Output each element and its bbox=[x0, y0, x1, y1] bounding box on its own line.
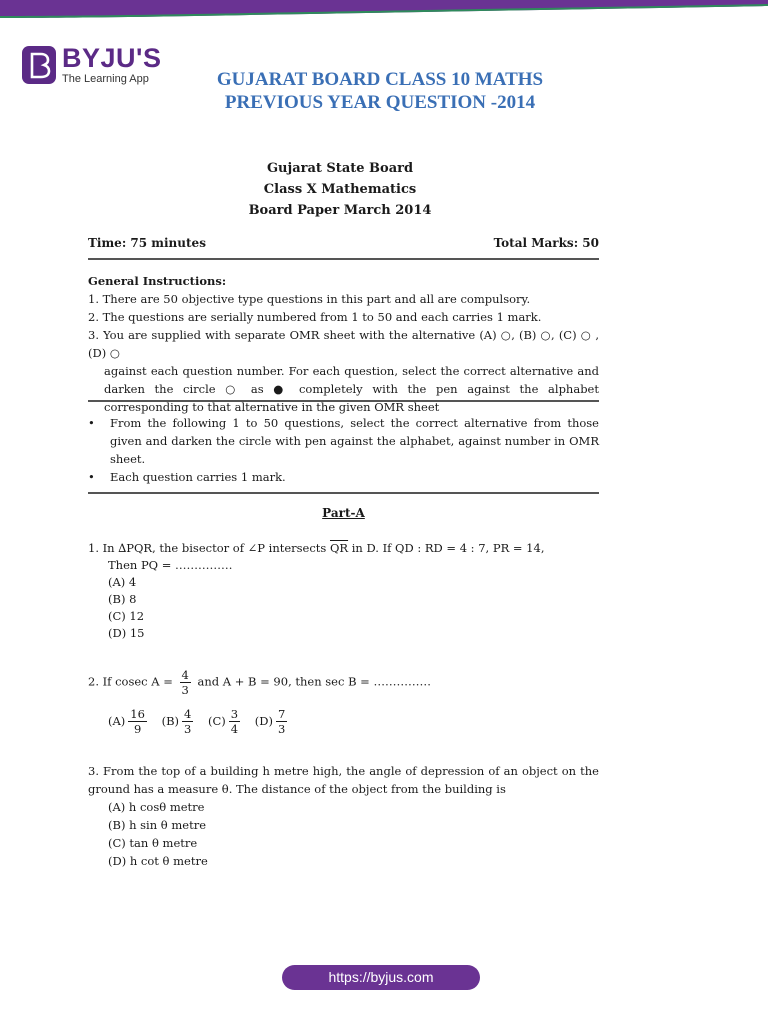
exam-marks: Total Marks: 50 bbox=[493, 236, 599, 250]
bullet-item bbox=[88, 414, 599, 468]
board-line-3: Board Paper March 2014 bbox=[248, 203, 432, 218]
board-line-1: Gujarat State Board bbox=[266, 161, 414, 176]
q2-option-c: (C) $\frac{3}{4}$ bbox=[208, 707, 239, 736]
question-instructions bbox=[88, 414, 599, 486]
q1-segment: $\overline{QR}$ bbox=[329, 541, 349, 555]
header-wave-band bbox=[0, 0, 768, 20]
q1-option-a: (A) 4 bbox=[108, 575, 137, 589]
part-heading: Part-A bbox=[322, 506, 365, 520]
bullet-text-1: From the following 1 to 50 questions, select the correct alternative from those given and darken the circle with pen against the alphabet, against number in OMR sheet. bbox=[110, 416, 599, 466]
bullet-item bbox=[88, 468, 599, 486]
divider bbox=[88, 258, 599, 260]
instructions-heading: General Instructions: bbox=[88, 274, 227, 288]
instruction-3a: 3. You are supplied with separate OMR sheet with the alternative (A) ○, (B) ○, (C) ○ , (D) ○ bbox=[88, 328, 599, 360]
divider bbox=[88, 400, 599, 402]
q2-option-b: (B) $\frac{4}{3}$ bbox=[161, 707, 192, 736]
q1-option-b: (B) 8 bbox=[108, 592, 137, 606]
q1-option-c: (C) 12 bbox=[108, 609, 145, 623]
q3-option-a: (A) h cosθ metre bbox=[108, 800, 205, 814]
byjus-b-icon bbox=[22, 46, 56, 84]
q2-fraction: $\frac{4}{3}$ bbox=[181, 668, 189, 697]
q3-option-d: (D) h cot θ metre bbox=[108, 854, 208, 868]
exam-meta bbox=[88, 236, 599, 250]
q2-lead: 2. If cosec A = bbox=[88, 674, 173, 689]
title-line-1: GUJARAT BOARD CLASS 10 MATHS bbox=[216, 69, 544, 90]
board-heading bbox=[200, 158, 480, 221]
instruction-2: 2. The questions are serially numbered from 1 to 50 and each carries 1 mark. bbox=[88, 310, 542, 324]
instruction-3b: against each question number. For each question, select the correct alternative and darken the circle ○ as ● completely with the pen against the alphabet corresponding to that alternative in the given OMR sheet bbox=[104, 364, 599, 414]
board-line-2: Class X Mathematics bbox=[263, 182, 417, 197]
q1-option-d: (D) 15 bbox=[108, 626, 145, 640]
exam-time: Time: 75 minutes bbox=[88, 236, 206, 250]
question-2-stem bbox=[88, 668, 599, 697]
q1-rest: in D. If QD : RD = 4 : 7, PR = 14, bbox=[348, 541, 545, 555]
divider bbox=[88, 492, 599, 494]
brand-tagline: The Learning App bbox=[62, 73, 149, 85]
bullet-symbol: • bbox=[88, 470, 95, 484]
q3-option-c: (C) tan θ metre bbox=[108, 836, 198, 850]
q2-option-d: (D) $\frac{7}{3}$ bbox=[254, 707, 286, 736]
bullet-text-2: Each question carries 1 mark. bbox=[110, 470, 286, 484]
q1-lead: 1. In ∆PQR, the bisector of ∠P intersects bbox=[88, 541, 327, 555]
document-title bbox=[160, 68, 600, 114]
instruction-1: 1. There are 50 objective type questions in this part and all are compulsory. bbox=[88, 292, 531, 306]
q2-option-a: (A) $\frac{16}{9}$ bbox=[108, 707, 145, 736]
byjus-logo[interactable] bbox=[22, 44, 161, 86]
general-instructions bbox=[88, 272, 599, 416]
footer-url-link[interactable]: https://byjus.com bbox=[282, 965, 480, 990]
q1-then: Then PQ = …………… bbox=[108, 558, 233, 572]
question-1 bbox=[88, 540, 599, 642]
bullet-symbol: • bbox=[88, 416, 95, 430]
title-line-2: PREVIOUS YEAR QUESTION -2014 bbox=[224, 92, 536, 113]
question-1-stem bbox=[88, 540, 599, 557]
question-2 bbox=[88, 668, 599, 736]
q2-options bbox=[88, 707, 599, 736]
q2-rest: and A + B = 90, then sec B = …………… bbox=[197, 674, 431, 689]
q3-option-b: (B) h sin θ metre bbox=[108, 818, 206, 832]
brand-name: BYJU'S bbox=[62, 43, 162, 73]
question-3-stem: 3. From the top of a building h metre high, the angle of depression of an object on the ground has a measure θ. The distance of the object from the building is bbox=[88, 764, 599, 796]
question-3 bbox=[88, 762, 599, 870]
